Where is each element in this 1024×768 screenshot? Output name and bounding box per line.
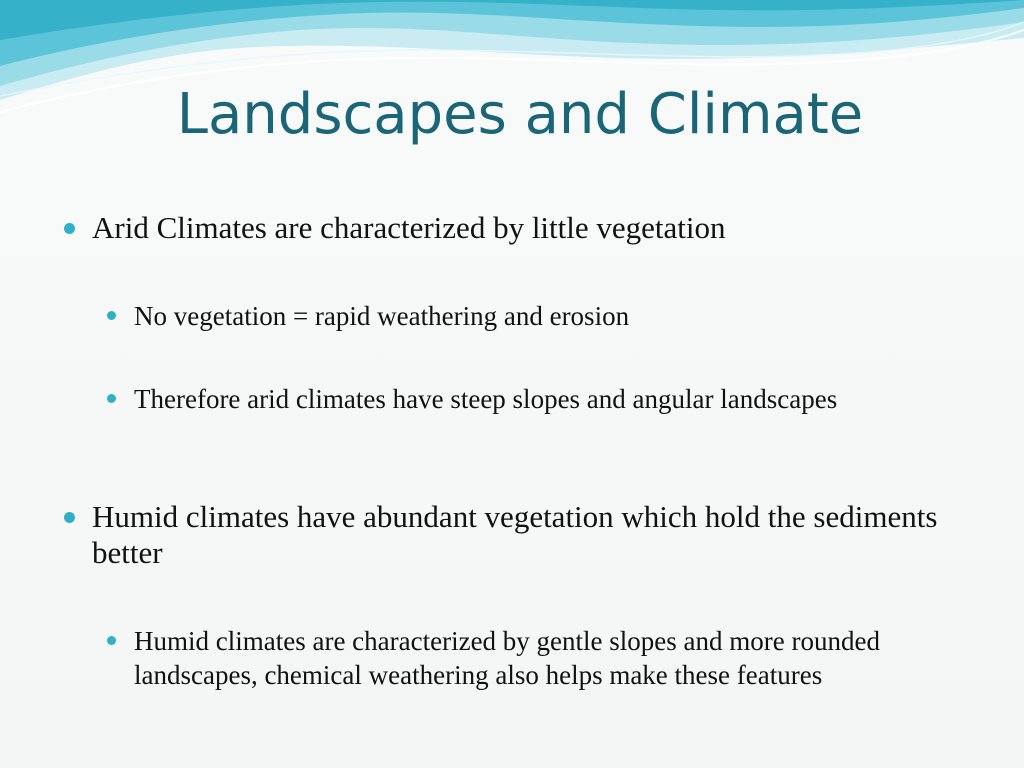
sub-bullet-text: Humid climates are characterized by gentle slopes and more rounded landscapes, chemical weathering also helps make these features xyxy=(134,626,880,690)
bullet-text: Arid Climates are characterized by little vegetation xyxy=(92,210,726,245)
bullet-icon xyxy=(64,512,75,523)
sub-bullet-item-no-vegetation xyxy=(106,299,924,333)
bullet-icon xyxy=(107,394,116,403)
sub-bullet-item-steep-slopes xyxy=(106,382,924,416)
bullet-icon xyxy=(64,223,75,234)
bullet-item-humid xyxy=(62,499,942,571)
slide-title: Landscapes and Climate xyxy=(176,82,864,147)
sub-bullet-text: Therefore arid climates have steep slopes and angular landscapes xyxy=(134,384,838,414)
sub-bullet-item-gentle-slopes xyxy=(106,624,924,692)
bullet-icon xyxy=(107,636,116,645)
bullet-item-arid xyxy=(62,210,942,246)
bullet-text: Humid climates have abundant vegetation which hold the sediments better xyxy=(92,499,938,570)
sub-bullet-text: No vegetation = rapid weathering and erosion xyxy=(134,301,630,331)
bullet-icon xyxy=(107,311,116,320)
